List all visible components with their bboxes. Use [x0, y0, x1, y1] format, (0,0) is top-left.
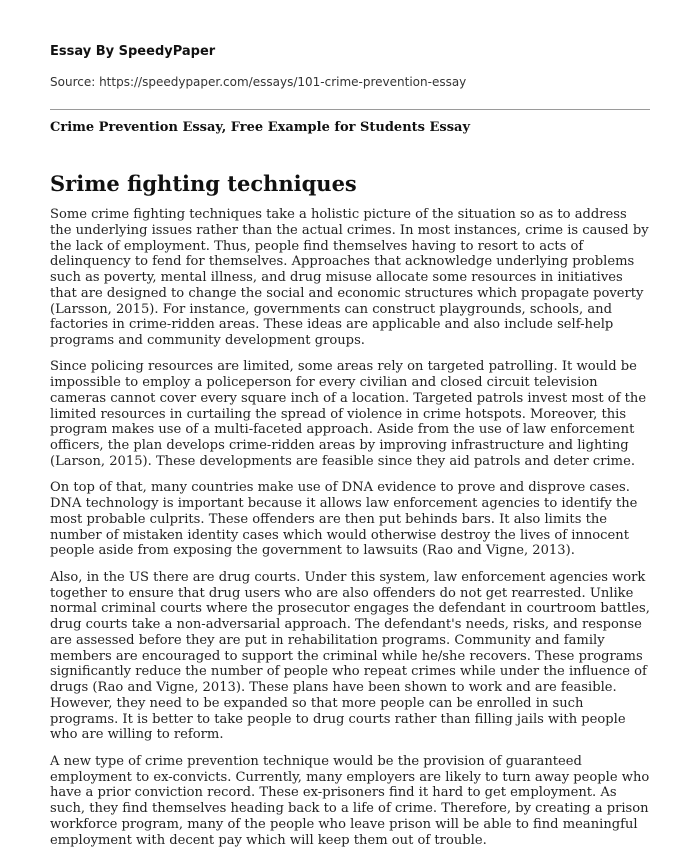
paragraph-4: Also, in the US there are drug courts. Under this system, law enforcement agencies work together to ensure that drug users who are also offenders do not get rearrested. Unlike normal criminal courts where the prosecutor engages the defendant in courtroom battles, drug courts take a non-adversarial approach. The defendant's needs, risks, and response are assessed before they are put in rehabilitation programs. Community and family members are encouraged to support the criminal while he/she recovers. These programs significantly reduce the number of people who repeat crimes while under the influence of drugs (Rao and Vigne, 2013). These plans have been shown to work and are feasible. However, they need to be expanded so that more people can be enrolled in such programs. It is better to take people to drug courts rather than filling jails with people who are willing to reform. [50, 569, 650, 743]
paragraph-5: A new type of crime prevention technique would be the provision of guaranteed employment to ex-convicts. Currently, many employers are likely to turn away people who have a prior conviction record. These ex-prisoners find it hard to get employment. As such, they find themselves heading back to a life of crime. Therefore, by creating a prison workforce program, many of the people who leave prison will be able to find meaningful employment with decent pay which will keep them out of trouble. [50, 753, 650, 848]
source-line: Source: https://speedypaper.com/essays/101-crime-prevention-essay [50, 75, 467, 89]
essay-body [50, 207, 650, 859]
paragraph-1: Some crime fighting techniques take a holistic picture of the situation so as to address the underlying issues rather than the actual crimes. In most instances, crime is caused by the lack of employment. Thus, people find themselves having to resort to acts of delinquency to fend for themselves. Approaches that acknowledge underlying problems such as poverty, mental illness, and drug misuse allocate some resources in initiatives that are designed to change the social and economic structures which propagate poverty (Larsson, 2015). For instance, governments can construct playgrounds, schools, and factories in crime-ridden areas. These ideas are applicable and also include self-help programs and community development groups. [50, 207, 649, 348]
paragraph-2: Since policing resources are limited, some areas rely on targeted patrolling. It would be impossible to employ a policeperson for every civilian and closed circuit television cameras cannot cover every square inch of a location. Targeted patrols invest most of the limited resources in curtailing the spread of violence in crime hotspots. Moreover, this program makes use of a multi-faceted approach. Aside from the use of law enforcement officers, the plan develops crime-ridden areas by improving infrastructure and lighting (Larson, 2015). These developments are feasible since they aid patrols and deter crime. [50, 359, 647, 469]
paragraph-3: On top of that, many countries make use of DNA evidence to prove and disprove cases. DNA technology is important because it allows law enforcement agencies to identify the most probable culprits. These offenders are then put behinds bars. It also limits the number of mistaken identity cases which would otherwise destroy the lives of innocent people aside from exposing the government to lawsuits (Rao and Vigne, 2013). [50, 480, 638, 559]
document-title: Crime Prevention Essay, Free Example for Students Essay [50, 120, 471, 135]
brand-label: Essay By SpeedyPaper [50, 44, 216, 59]
section-heading: Srime fighting techniques [50, 171, 357, 196]
header-divider [50, 109, 650, 110]
